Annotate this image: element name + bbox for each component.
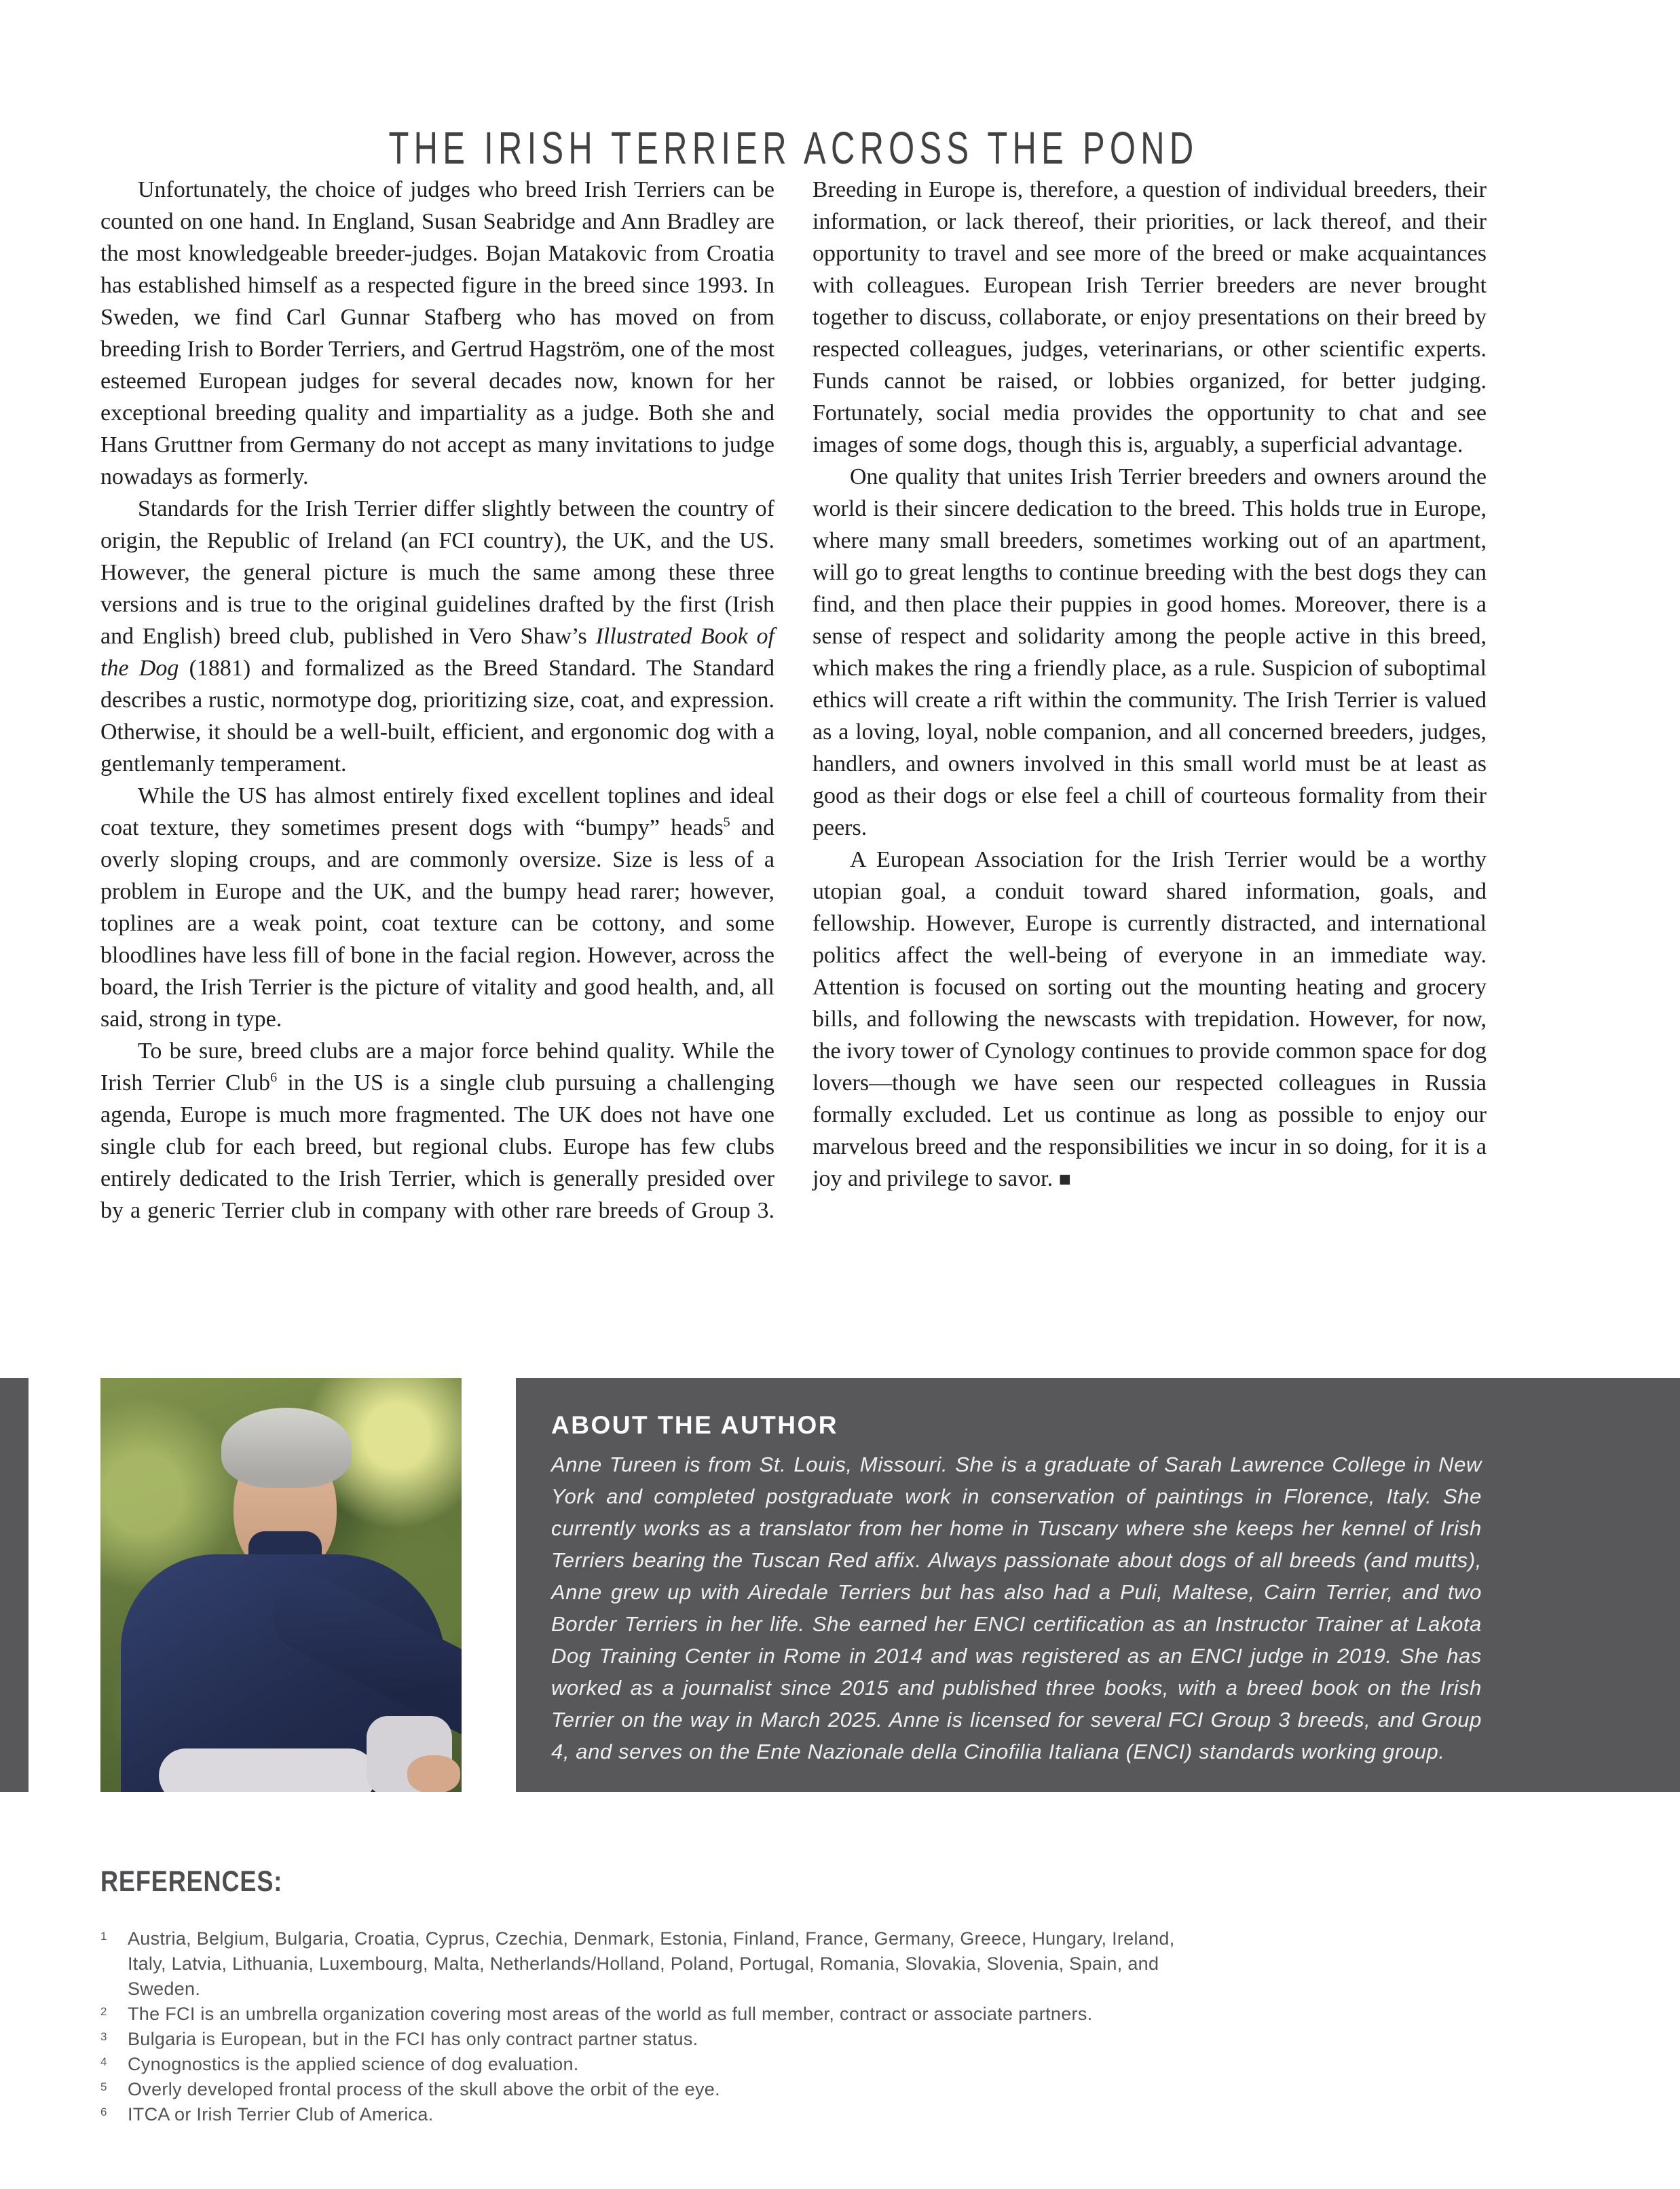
reference-text: Bulgaria is European, but in the FCI has only contract partner status.	[128, 2029, 698, 2049]
reference-number: 2	[100, 2005, 107, 2018]
reference-item	[100, 2102, 1241, 2127]
reference-number: 4	[100, 2055, 107, 2068]
author-hand	[407, 1755, 460, 1792]
reference-item	[100, 2077, 1241, 2102]
reference-text: The FCI is an umbrella organization covering most areas of the world as full member, contract or associate partners.	[128, 2004, 1093, 2024]
article-paragraph: To be sure, breed clubs are a major force behind quality. While the Irish Terrier Club$^6$ in the US is a single club pursuing a challenging agenda, Europe is much more fragmented. The UK does not have one single club for each breed, but regional clubs. Europe has few clubs entirely dedicated to the Irish Terrier, which is generally presided over by a generic Terrier club in company with other rare breeds of Group 3. Breeding in Europe is, therefore, a question of individual breeders, their information, or lack thereof, their priorities, or lack thereof, and their opportunity to travel and see more of the breed or make acquaintances with colleagues. European Irish Terrier breeders are never brought together to discuss, collaborate, or enjoy presentations on their breed by respected colleagues, judges, veterinarians, or other scientific experts. Funds cannot be raised, or lobbies organized, for better judging. Fortunately, social media provides the opportunity to chat and see images of some dogs, though this is, arguably, a superficial advantage.	[100, 177, 1487, 1223]
article-paragraph: Unfortunately, the choice of judges who breed Irish Terriers can be counted on one hand. In England, Susan Seabridge and Ann Bradley are the most knowledgeable breeder-judges. Bojan Matakovic from Croatia has established himself as a respected figure in the breed since 1993. In Sweden, we find Carl Gunnar Stafberg who has moved on from breeding Irish to Border Terriers, and Gertrud Hagström, one of the most esteemed European judges for several decades now, known for her exceptional breeding quality and impartiality as a judge. Both she and Hans Gruttner from Germany do not accept as many invitations to judge nowadays as formerly.	[100, 177, 774, 489]
reference-item	[100, 2027, 1241, 2052]
reference-item	[100, 2002, 1241, 2027]
page-title: THE IRISH TERRIER ACROSS THE POND	[388, 122, 1199, 174]
about-author-text: Anne Tureen is from St. Louis, Missouri. She is a graduate of Sarah Lawrence College in New York and completed postgraduate work in conservation of paintings in Florence, Italy. She currently works as a translator from her home in Tuscany where she keeps her kennel of Irish Terriers bearing the Tuscan Red affix. Always passionate about dogs of all breeds (and mutts), Anne grew up with Airedale Terriers but has also had a Puli, Maltese, Cairn Terrier, and two Border Terriers in her life. She earned her ENCI certification as an Instructor Trainer at Lakota Dog Training Center in Rome in 2014 and was registered as an ENCI judge in 2019. She has worked as a journalist since 2015 and published three books, with a breed book on the Irish Terrier on the way in March 2025. Anne is licensed for several FCI Group 3 breeds, and Group 4, and serves on the Ente Nazionale della Cinofilia Italiana (ENCI) standards working group.	[551, 1453, 1482, 1763]
references-list	[100, 1926, 1241, 2127]
reference-item	[100, 2052, 1241, 2077]
about-author-box	[516, 1378, 1680, 1792]
left-accent-bar	[0, 1378, 29, 1792]
reference-text: Cynognostics is the applied science of dog evaluation.	[128, 2054, 579, 2074]
article-paragraph: A European Association for the Irish Terrier would be a worthy utopian goal, a conduit toward shared information, goals, and fellowship. However, Europe is currently distracted, and international politics affect the well-being of everyone in an immediate way. Attention is focused on sorting out the mounting heating and grocery bills, and following the newscasts with trepidation. However, for now, the ivory tower of Cynology continues to provide common space for dog lovers—though we have seen our respected colleagues in Russia formally excluded. Let us continue as long as possible to enjoy our marvelous breed and the responsibilities we incur in so doing, for it is a joy and privilege to savor. ■	[813, 847, 1487, 1191]
reference-number: 1	[100, 1930, 107, 1943]
article-paragraph: While the US has almost entirely fixed excellent toplines and ideal coat texture, they sometimes present dogs with “bumpy” heads$^5$ and overly sloping croups, and are commonly oversize. Size is less of a problem in Europe and the UK, and the bumpy head rarer; however, toplines are a weak point, coat texture can be cottony, and some bloodlines have less fill of bone in the facial region. However, across the board, the Irish Terrier is the picture of vitality and good health, and, all said, strong in type.	[100, 783, 774, 1032]
author-photo	[100, 1378, 462, 1792]
references-section	[100, 1865, 1241, 2127]
article-body	[100, 174, 1487, 1227]
references-heading: REFERENCES:	[100, 1865, 283, 1898]
reference-text: Austria, Belgium, Bulgaria, Croatia, Cyprus, Czechia, Denmark, Estonia, Finland, France, Germany, Greece, Hungary, Ireland, Italy, Latvia, Lithuania, Luxembourg, Malta, Netherlands/Holland, Poland, Portugal, Romania, Slovakia, Slovenia, Spain, and Sweden.	[128, 1928, 1175, 1999]
reference-text: Overly developed frontal process of the skull above the orbit of the eye.	[128, 2079, 720, 2099]
author-pants	[159, 1748, 376, 1792]
reference-item	[100, 1926, 1241, 2002]
article-paragraph: One quality that unites Irish Terrier breeders and owners around the world is their sincere dedication to the breed. This holds true in Europe, where many small breeders, sometimes working out of an apartment, will go to great lengths to continue breeding with the best dogs they can find, and then place their puppies in good homes. Moreover, there is a sense of respect and solidarity among the people active in this breed, which makes the ring a friendly place, as a rule. Suspicion of suboptimal ethics will create a rift within the community. The Irish Terrier is valued as a loving, loyal, noble companion, and all concerned breeders, judges, handlers, and owners involved in this small world must be at least as good as their dogs or else feel a chill of courteous formality from their peers.	[813, 464, 1487, 840]
reference-text: ITCA or Irish Terrier Club of America.	[128, 2104, 434, 2125]
reference-number: 5	[100, 2080, 107, 2093]
reference-number: 3	[100, 2030, 107, 2043]
about-author-heading: ABOUT THE AUTHOR	[551, 1411, 838, 1439]
reference-number: 6	[100, 2106, 107, 2118]
article-paragraph: Standards for the Irish Terrier differ slightly between the country of origin, the Republic of Ireland (an FCI country), the UK, and the US. However, the general picture is much the same among these three versions and is true to the original guidelines drafted by the first (Irish and English) breed club, published in Vero Shaw’s Illustrated Book of the Dog (1881) and formalized as the Breed Standard. The Standard describes a rustic, normotype dog, prioritizing size, coat, and expression. Otherwise, it should be a well-built, efficient, and ergonomic dog with a gentlemanly temperament.	[100, 496, 775, 777]
author-hair	[221, 1408, 352, 1488]
